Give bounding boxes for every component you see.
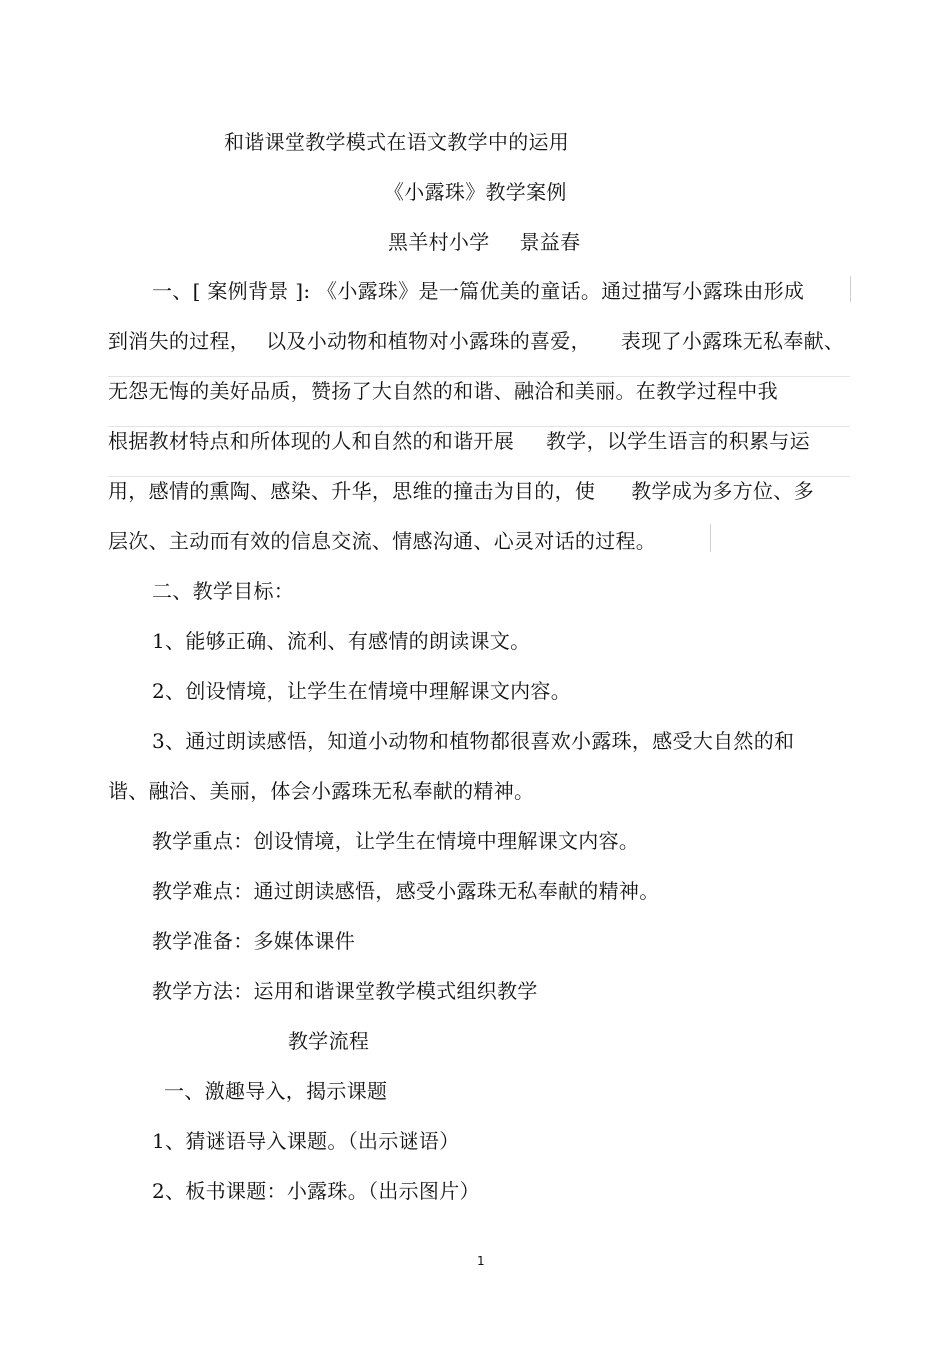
page-number: 1 [477,1254,485,1268]
author-line [388,228,580,256]
key-point: 教学重点：创设情境，让学生在情境中理解课文内容。 [152,829,640,853]
document-title: 和谐课堂教学模式在语文教学中的运用 [224,130,570,154]
goal-item: 2、创设情境，让学生在情境中理解课文内容。 [152,679,572,703]
background-line: 无怨无悔的美好品质，赞扬了大自然的和谐、融洽和美丽。在教学过程中我 [108,379,778,403]
process-section: 一、激趣导入，揭示课题 [164,1079,388,1103]
process-step: 1、猜谜语导入课题。（出示谜语） [152,1129,460,1153]
background-line: 一、[ 案例背景 ]: 《小露珠》是一篇优美的童话。通过描写小露珠由形成 [152,279,805,303]
goal-item: 1、能够正确、流利、有感情的朗读课文。 [152,629,531,653]
author-school: 黑羊村小学 [388,230,490,254]
scan-rule [850,276,851,302]
background-line: 到消失的过程， 以及小动物和植物对小露珠的喜爱， 表现了小露珠无私奉献、 [108,329,845,353]
goal-item-continued: 谐、融洽、美丽，体会小露珠无私奉献的精神。 [108,779,535,803]
document-subtitle: 《小露珠》教学案例 [384,180,567,204]
difficulty: 教学难点：通过朗读感悟，感受小露珠无私奉献的精神。 [152,879,660,903]
author-name: 景益春 [519,230,581,254]
process-step: 2、板书课题：小露珠。（出示图片） [152,1179,480,1203]
method: 教学方法：运用和谐课堂教学模式组织教学 [152,979,538,1003]
goals-heading: 二、教学目标： [152,579,295,603]
background-line: 层次、主动而有效的信息交流、情感沟通、心灵对话的过程。 [108,529,657,553]
preparation: 教学准备：多媒体课件 [152,929,355,953]
process-heading: 教学流程 [288,1029,370,1053]
goal-item: 3、通过朗读感悟，知道小动物和植物都很喜欢小露珠，感受大自然的和 [152,729,795,753]
scan-rule [710,524,711,552]
background-line: 根据教材特点和所体现的人和自然的和谐开展 教学，以学生语言的积累与运 [108,429,810,453]
background-line: 用，感情的熏陶、感染、升华，思维的撞击为目的，使 教学成为多方位、多 [108,479,814,503]
